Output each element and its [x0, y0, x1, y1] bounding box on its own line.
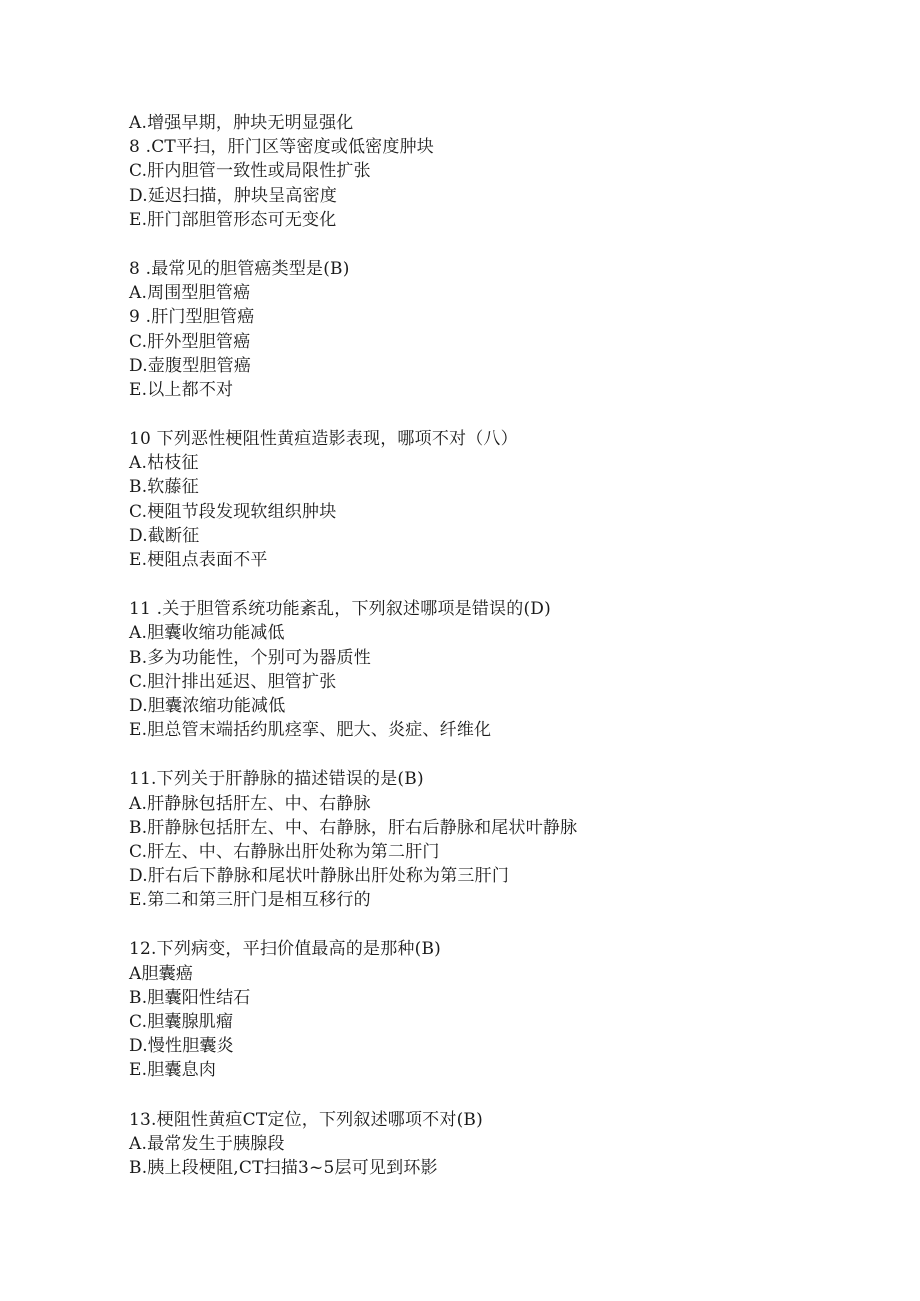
- option-line: A.周围型胆管癌: [129, 283, 251, 304]
- question-block: [129, 597, 849, 742]
- option-line: E.胆总管末端括约肌痉挛、肥大、炎症、纤维化: [129, 720, 492, 741]
- option-line: A.肝静脉包括肝左、中、右静脉: [129, 793, 371, 814]
- question-line: 12.下列病变，平扫价值最高的是那种(B): [129, 939, 441, 960]
- option-line: D.肝右后下静脉和尾状叶静脉出肝处称为第三肝门: [129, 866, 510, 887]
- option-line: C.肝外型胆管癌: [129, 331, 251, 352]
- option-line: D.延迟扫描，肿块呈高密度: [129, 185, 338, 206]
- option-line: E.肝门部胆管形态可无变化: [129, 209, 337, 230]
- option-line: A.枯枝征: [129, 453, 199, 474]
- option-line: C.肝内胆管一致性或局限性扩张: [129, 161, 371, 182]
- document-page: [129, 111, 849, 1180]
- option-line: C.胆囊腺肌瘤: [129, 1012, 234, 1032]
- option-line: A.胆囊收缩功能减低: [129, 623, 285, 644]
- option-line: A胆囊癌: [129, 963, 194, 984]
- spacer: [129, 742, 849, 767]
- option-line: A.最常发生于胰腺段: [129, 1133, 285, 1154]
- question-line: 11 .关于胆管系统功能紊乱，下列叙述哪项是错误的(D): [129, 599, 551, 620]
- option-line: E.胆囊息肉: [129, 1060, 217, 1081]
- option-line: E.梗阻点表面不平: [129, 550, 268, 570]
- option-line: D.截断征: [129, 525, 200, 546]
- option-line: A.增强早期，肿块无明显强化: [129, 113, 354, 133]
- option-line: B.多为功能性，个别可为器质性: [129, 647, 371, 668]
- option-line: D.慢性胆囊炎: [129, 1036, 234, 1057]
- option-line: E.第二和第三肝门是相互移行的: [129, 890, 371, 911]
- spacer: [129, 232, 849, 257]
- spacer: [129, 402, 849, 427]
- question-line: 8 .最常见的胆管癌类型是(B): [129, 258, 350, 279]
- question-block: [129, 111, 849, 232]
- option-line: D.壶腹型胆管癌: [129, 355, 252, 376]
- spacer: [129, 1083, 849, 1108]
- question-block: [129, 1108, 849, 1181]
- option-line: C.肝左、中、右静脉出肝处称为第二肝门: [129, 841, 440, 862]
- option-line: C.梗阻节段发现软组织肿块: [129, 501, 337, 522]
- question-block: [129, 937, 849, 1082]
- option-line: B.胰上段梗阻,CT扫描3~5层可见到环影: [129, 1157, 438, 1178]
- option-line: 8 .CT平扫，肝门区等密度或低密度肿块: [129, 137, 434, 158]
- question-block: [129, 257, 849, 402]
- question-block: [129, 427, 849, 572]
- question-line: 11.下列关于肝静脉的描述错误的是(B): [129, 769, 424, 790]
- option-line: C.胆汁排出延迟、胆管扩张: [129, 671, 337, 692]
- option-line: B.胆囊阳性结石: [129, 987, 251, 1008]
- option-line: E.以上都不对: [129, 379, 234, 400]
- question-block: [129, 767, 849, 912]
- spacer: [129, 912, 849, 937]
- spacer: [129, 572, 849, 597]
- option-line: B.肝静脉包括肝左、中、右静脉，肝右后静脉和尾状叶静脉: [129, 817, 578, 838]
- option-line: B.软藤征: [129, 477, 199, 498]
- question-line: 13.梗阻性黄疸CT定位，下列叙述哪项不对(B): [129, 1109, 483, 1130]
- question-line: 10 下列恶性梗阻性黄疸造影表现，哪项不对（八）: [129, 429, 518, 450]
- option-line: D.胆囊浓缩功能减低: [129, 695, 286, 716]
- option-line: 9 .肝门型胆管癌: [129, 307, 255, 328]
